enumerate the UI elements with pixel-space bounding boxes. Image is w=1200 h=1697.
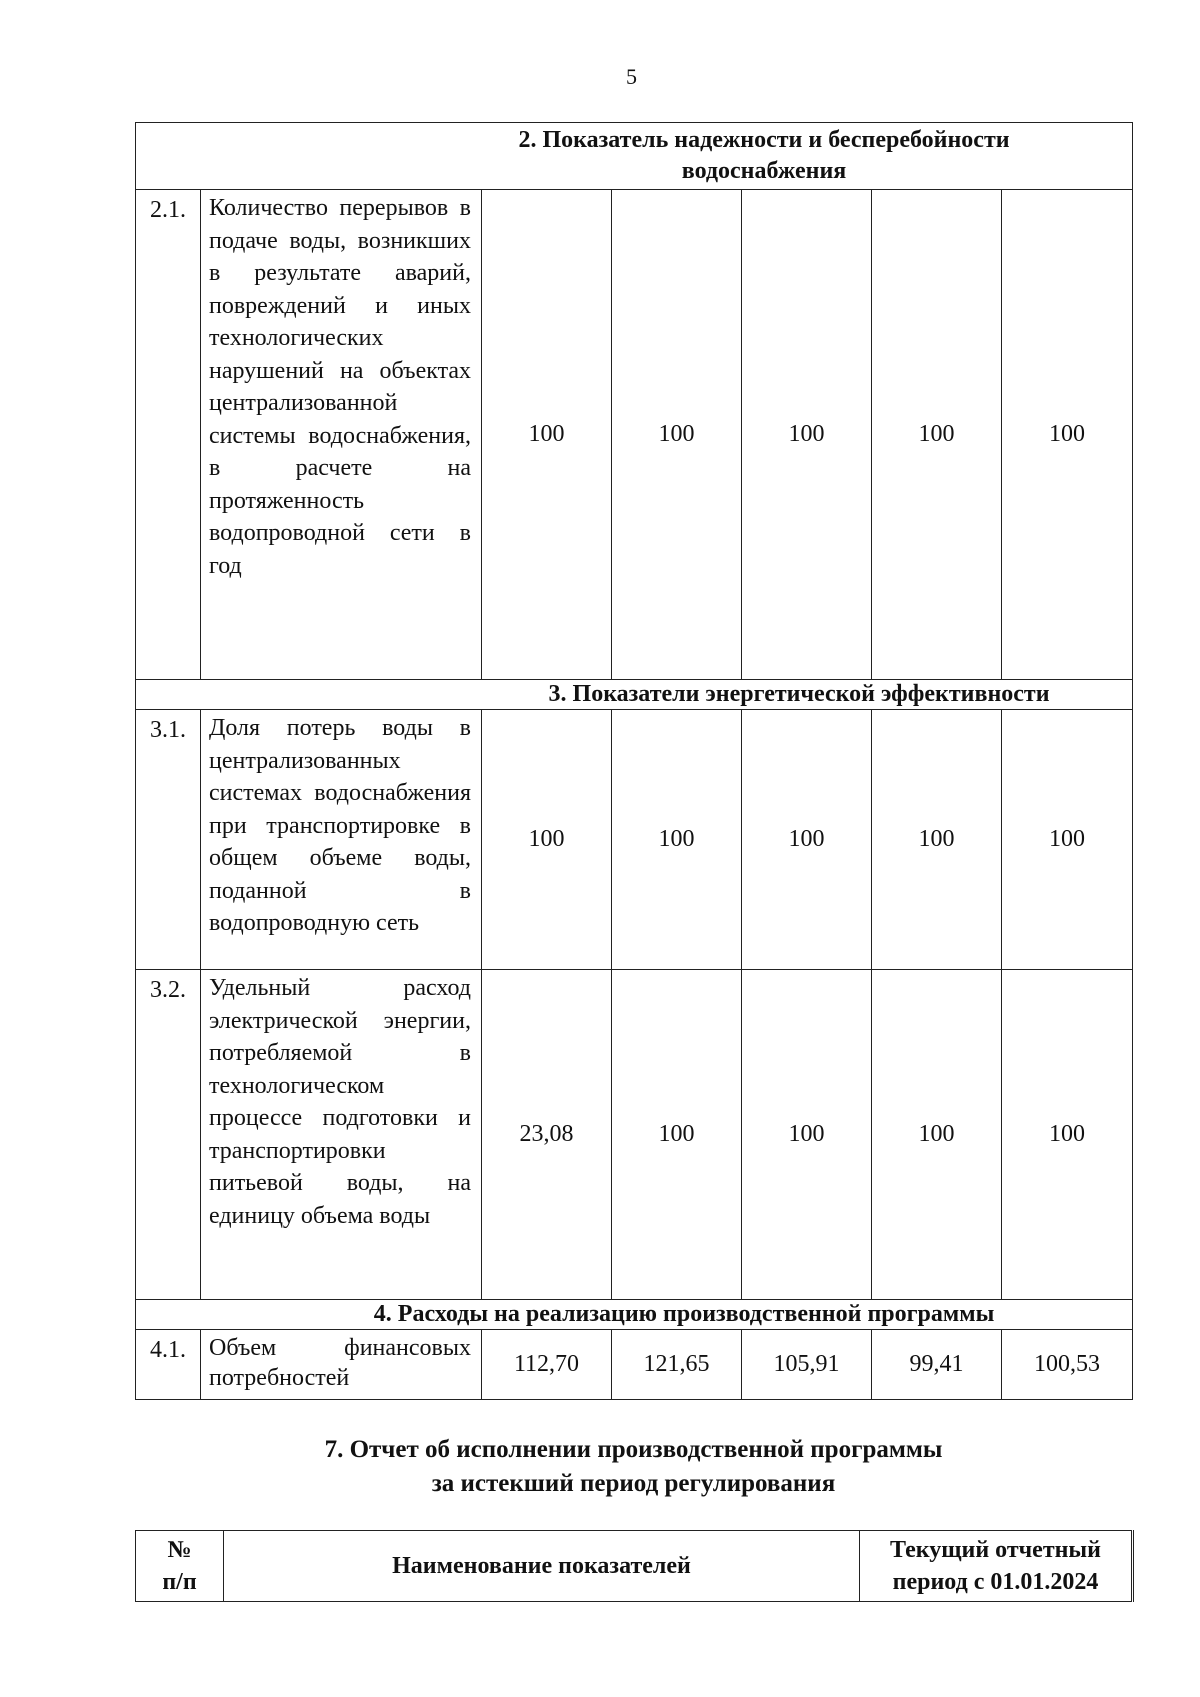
indicators-table xyxy=(135,122,1133,1400)
value-cell: 99,41 xyxy=(872,1330,1002,1400)
value-cell: 100 xyxy=(742,970,872,1300)
table-row xyxy=(136,710,1133,970)
report-section-title: 7. Отчет об исполнении производственной программы за истекший период регулирования xyxy=(324,1436,943,1497)
row-number: 4.1. xyxy=(136,1330,201,1400)
value-cell: 23,08 xyxy=(482,970,612,1300)
table-row xyxy=(136,970,1133,1300)
column-header-name: Наименование показателей xyxy=(224,1531,860,1602)
section-2-header xyxy=(136,123,1133,190)
value-cell: 100 xyxy=(612,970,742,1300)
indicator-name: Количество перерывов в подаче воды, возникших в результате аварий, повреждений и иных технологических нарушений на объектах централизованной системы водоснабжения, в расчете на протяженность водопроводной сети в год xyxy=(201,190,482,680)
value-cell: 100 xyxy=(872,190,1002,680)
indicator-name: Объем финансовых потребностей xyxy=(201,1330,482,1400)
section-2-title: 2. Показатель надежности и бесперебойности водоснабжения xyxy=(136,123,1133,190)
column-header-number: № п/п xyxy=(136,1531,224,1602)
value-cell: 100 xyxy=(1002,970,1133,1300)
value-cell: 100 xyxy=(1002,190,1133,680)
value-cell: 100 xyxy=(872,710,1002,970)
section-3-header xyxy=(136,680,1133,710)
table-row xyxy=(136,190,1133,680)
column-header-period: Текущий отчетный период с 01.01.2024 xyxy=(860,1531,1133,1602)
value-cell: 100 xyxy=(482,710,612,970)
report-table xyxy=(135,1530,1134,1602)
value-cell: 105,91 xyxy=(742,1330,872,1400)
value-cell: 100 xyxy=(872,970,1002,1300)
section-4-header xyxy=(136,1300,1133,1330)
value-cell: 100 xyxy=(612,190,742,680)
section-3-title: 3. Показатели энергетической эффективности xyxy=(136,680,1133,710)
value-cell: 100 xyxy=(742,190,872,680)
value-cell: 100 xyxy=(482,190,612,680)
indicator-name: Удельный расход электрической энергии, потребляемой в технологическом процессе подготовки и транспортировки питьевой воды, на единицу объема воды xyxy=(201,970,482,1300)
table-row xyxy=(136,1330,1133,1400)
section-4-title: 4. Расходы на реализацию производственной программы xyxy=(136,1300,1133,1330)
value-cell: 100 xyxy=(742,710,872,970)
value-cell: 100,53 xyxy=(1002,1330,1133,1400)
row-number: 3.2. xyxy=(136,970,201,1300)
row-number: 2.1. xyxy=(136,190,201,680)
row-number: 3.1. xyxy=(136,710,201,970)
value-cell: 100 xyxy=(612,710,742,970)
value-cell: 112,70 xyxy=(482,1330,612,1400)
page-number: 5 xyxy=(626,64,637,89)
report-table-header xyxy=(136,1531,1133,1602)
indicator-name: Доля потерь воды в централизованных системах водоснабжения при транспортировке в общем объеме воды, поданной в водопроводную сеть xyxy=(201,710,482,970)
value-cell: 100 xyxy=(1002,710,1133,970)
value-cell: 121,65 xyxy=(612,1330,742,1400)
